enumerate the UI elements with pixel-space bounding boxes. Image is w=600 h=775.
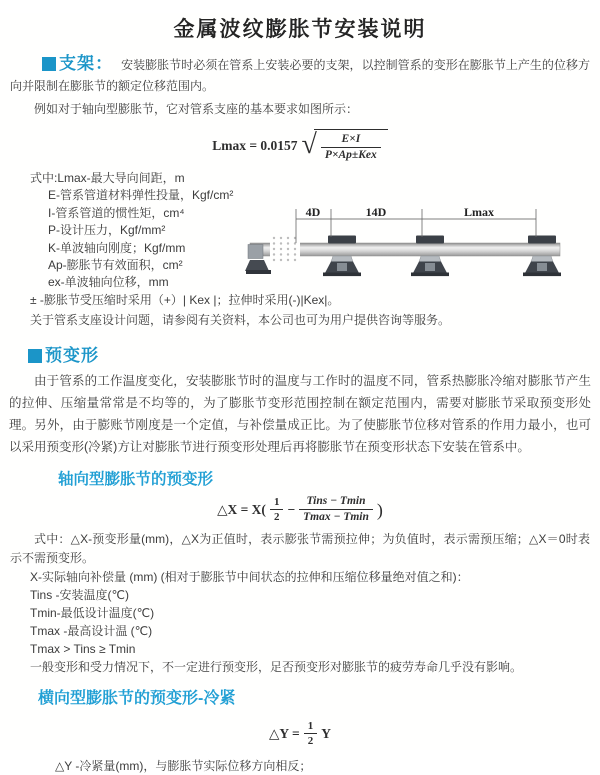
page-title: 金属波纹膨胀节安装说明: [173, 18, 427, 41]
support-section-heading: 支架：: [59, 54, 114, 73]
dim-label-14d: 14D: [365, 205, 387, 219]
sqrt-radical: [302, 129, 388, 163]
bellows: [270, 237, 300, 261]
axial-note: Tmin-最低设计温度(℃): [30, 606, 155, 621]
pipe-support-diagram: [248, 203, 593, 283]
fraction-denominator: P×Ap±Kex: [324, 149, 377, 161]
support-intro-paragraph: [0, 53, 600, 97]
axial-note: 一般变形和受力情况下，不一定进行预变形，足否预变形对膨胀节的疲劳寿命几乎没有影响。: [30, 660, 523, 675]
axial-preform-formula: [0, 495, 600, 524]
temperature-fraction: $\frac{\text{Tins − Tmin}}{Tmax - Tmin}$: [299, 495, 373, 524]
document-page: [0, 13, 600, 774]
definition-line: I-管系管道的惯性矩，cm⁴: [48, 205, 185, 220]
section-square-icon: [42, 57, 56, 71]
lmax-formula: [0, 129, 600, 163]
minus-sign: −: [287, 501, 296, 517]
preform-heading-text: 预变形: [45, 346, 99, 366]
lateral-preform-subheading: 横向型膨胀节的预变形-冷紧: [38, 690, 236, 708]
axial-note: Tmax -最高设计温 (℃): [30, 624, 153, 639]
preform-body-paragraph: 由于管系的工作温度变化，安装膨胀节时的温度与工作时的温度不同，管系热膨胀冷缩对膨胀节产生的拉伸、压缩量常常是不均等的，为了膨胀节变形范围控制在额定范围内，需要对膨胀节采取预变形处理。另外，由于膨账节刚度是一个定值，与补偿量成正比。为了使膨胀节位移对管系的作用力最小，也可以采用预变形(冷紧)方让对膨胀节进行预变形处理后再将膨胀节在预变形状态下安装在管系中。: [9, 374, 591, 455]
dim-label-lmax: Lmax: [464, 205, 494, 219]
section-square-icon: [28, 349, 42, 363]
support-example-line: 例如对于轴向型膨胀节，它对管系支座的基本要求如图所示：: [34, 102, 359, 116]
definition-line: Ap-膨胀节有效面积，cm²: [48, 258, 183, 273]
definition-line: E-管系管道材料弹性投量，Kgf/cm²: [48, 188, 234, 203]
axial-note: 式中：△X-预变形量(mm)，△X为正值时，表示膨张节需预拉伸；为负值时，表示需预压缩；△X＝0时表示不需预变形。: [10, 532, 590, 566]
close-paren: ): [376, 499, 383, 520]
dim-label-4d: 4D: [305, 205, 321, 219]
lateral-note: △Y -冷紧量(mm)，与膨胀节实际位移方向相反；: [55, 759, 312, 774]
lateral-formula-lhs: △Y =: [269, 725, 300, 741]
axial-note: Tins -安装温度(℃): [30, 588, 130, 603]
axial-note: Tmax > Tins ≥ Tmin: [30, 642, 136, 657]
one-half-fraction: $\frac{1}{2}$: [270, 496, 284, 523]
axial-formula-lhs: △X = X(: [217, 501, 266, 517]
definition-line: 关于管系支座设计问题，请参阅有关资料，本公司也可为用户提供咨询等服务。: [30, 313, 451, 328]
definition-line: P-设计压力，Kgf/mm²: [48, 223, 166, 238]
axial-preform-subheading: 轴向型膨胀节的预变形: [58, 471, 214, 489]
preform-section-heading: [28, 341, 600, 366]
lmax-formula-lhs: Lmax = 0.0157: [212, 138, 298, 153]
lateral-preform-formula: [0, 720, 600, 747]
lmax-formula-fraction: [321, 133, 381, 162]
lateral-formula-rhs: Y: [321, 725, 331, 741]
support-intro-text: 安装膨胀节时必须在管系上安装必要的支架，以控制管系的变形在膨胀节上产生的位移方向并限制在膨胀节的额定位移范围内。: [10, 58, 590, 93]
fraction-numerator: E×I: [321, 133, 381, 148]
axial-note: X-实际轴向补偿量 (mm) (相对于膨胀节中间状态的拉伸和压缩位移量绝对值之和)：: [30, 570, 469, 585]
definition-line: 式中:Lmax-最大导向间距，m: [30, 171, 185, 185]
definition-line: K-单波轴向刚度；Kgf/mm: [48, 240, 186, 255]
definition-line: ± -膨胀节受压缩时采用（+）| Kex |；拉伸时采用(-)|Kex|。: [30, 292, 340, 307]
definition-line: ex-单波轴向位移，mm: [48, 275, 169, 290]
one-half-fraction: $\frac{1}{2}$: [304, 720, 318, 747]
sqrt-sign-icon: √: [301, 129, 317, 160]
